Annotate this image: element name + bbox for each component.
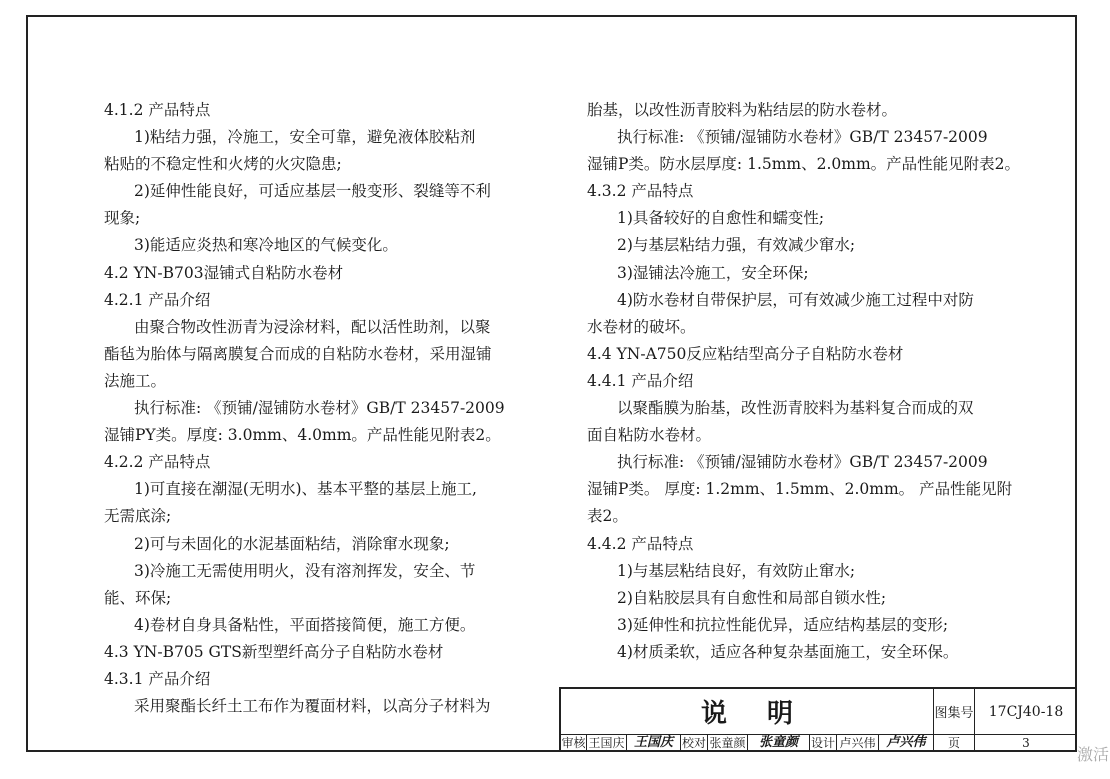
right-text-column: [587, 97, 1037, 666]
text-line: 1)与基层粘结良好，有效防止窜水;: [617, 561, 856, 580]
text-line: 湿铺P类。防水层厚度: 1.5mm、2.0mm。产品性能见附表2。: [587, 155, 1021, 174]
text-line: 法施工。: [104, 371, 167, 390]
text-line: 2)可与未固化的水泥基面粘结，消除窜水现象;: [134, 534, 450, 553]
text-line: 1)可直接在潮湿(无明水)、基本平整的基层上施工,: [134, 480, 477, 499]
page-label: 页: [934, 734, 975, 752]
text-line: 2)与基层粘结力强，有效减少窜水;: [617, 236, 856, 255]
text-line: 4.2.2 产品特点: [104, 453, 211, 472]
text-line: 酯毡为胎体与隔离膜复合而成的自粘防水卷材，采用湿铺: [104, 344, 492, 363]
text-line: 3)延伸性和抗拉性能优异，适应结构基层的变形;: [617, 615, 949, 634]
designer-name: 卢兴伟: [837, 734, 879, 752]
text-line: 4.3 YN-B705 GTS新型塑纤高分子自粘防水卷材: [104, 642, 444, 661]
text-line: 现象;: [104, 209, 141, 228]
review-label: 审核: [561, 736, 586, 750]
text-line: 湿铺P类。 厚度: 1.2mm、1.5mm、2.0mm。 产品性能见附: [587, 480, 1013, 499]
text-line: 4)防水卷材自带保护层，可有效减少施工过程中对防: [617, 290, 974, 309]
atlas-number-label: 图集号: [934, 689, 975, 734]
title-block: [559, 687, 1077, 752]
text-line: 4.1.2 产品特点: [104, 101, 211, 119]
text-line: 表2。: [587, 507, 628, 526]
text-line: 4.2.1 产品介绍: [104, 290, 211, 309]
text-line: 1)具备较好的自愈性和蠕变性;: [617, 209, 825, 228]
activation-watermark: 激活: [1077, 745, 1110, 764]
check-label: 校对: [681, 736, 706, 750]
text-line: 水卷材的破坏。: [587, 317, 696, 336]
text-line: 执行标准: 《预铺/湿铺防水卷材》GB/T 23457-2009: [617, 453, 988, 472]
text-line: 3)湿铺法冷施工，安全环保;: [617, 263, 809, 282]
text-line: 粘贴的不稳定性和火烤的火灾隐患;: [104, 155, 342, 174]
text-line: 面自粘防水卷材。: [587, 426, 712, 445]
text-line: 4)卷材自身具备粘性，平面搭接简便，施工方便。: [134, 615, 476, 634]
text-line: 4.4.1 产品介绍: [587, 371, 694, 390]
text-line: 胎基，以改性沥青胶料为粘结层的防水卷材。: [587, 101, 898, 119]
text-line: 执行标准: 《预铺/湿铺防水卷材》GB/T 23457-2009: [617, 128, 988, 147]
reviewer-signature: 王国庆: [627, 734, 681, 752]
text-line: 1)粘结力强，冷施工，安全可靠，避免液体胶粘剂: [134, 128, 476, 147]
title-block-signature-row: [561, 734, 1077, 752]
text-line: 2)自粘胶层具有自愈性和局部自锁水性;: [617, 588, 887, 607]
text-line: 采用聚酯长纤土工布作为覆面材料，以高分子材料为: [134, 697, 491, 716]
text-line: 4.2 YN-B703湿铺式自粘防水卷材: [104, 263, 344, 282]
atlas-number: 17CJ40-18: [988, 703, 1064, 720]
left-text-column: [104, 97, 536, 720]
reviewer-name: 王国庆: [587, 734, 627, 752]
text-line: 2)延伸性能良好，可适应基层一般变形、裂缝等不利: [134, 182, 491, 201]
drawing-title: 说明: [561, 689, 934, 734]
page-number: 3: [1022, 736, 1030, 750]
text-line: 以聚酯膜为胎基，改性沥青胶料为基料复合而成的双: [617, 399, 974, 418]
checker-signature: 张童颜: [748, 734, 810, 752]
text-line: 3)能适应炎热和寒冷地区的气候变化。: [134, 236, 398, 255]
text-line: 4.4 YN-A750反应粘结型高分子自粘防水卷材: [587, 344, 904, 363]
text-line: 执行标准: 《预铺/湿铺防水卷材》GB/T 23457-2009: [134, 399, 505, 418]
text-line: 3)冷施工无需使用明火，没有溶剂挥发，安全、节: [134, 561, 476, 580]
designer-signature: 卢兴伟: [879, 734, 934, 752]
text-line: 能、环保;: [104, 588, 172, 607]
checker-name: 张童颜: [708, 734, 748, 752]
text-line: 4.3.1 产品介绍: [104, 669, 211, 688]
text-line: 4.3.2 产品特点: [587, 182, 694, 201]
design-label: 设计: [810, 736, 835, 750]
title-block-top-row: [561, 689, 1077, 735]
text-line: 4)材质柔软，适应各种复杂基面施工，安全环保。: [617, 642, 959, 661]
text-line: 由聚合物改性沥青为浸涂材料，配以活性助剂，以聚: [134, 317, 491, 336]
text-line: 4.4.2 产品特点: [587, 534, 694, 553]
text-line: 湿铺PY类。厚度: 3.0mm、4.0mm。产品性能见附表2。: [104, 426, 501, 445]
text-line: 无需底涂;: [104, 507, 172, 526]
